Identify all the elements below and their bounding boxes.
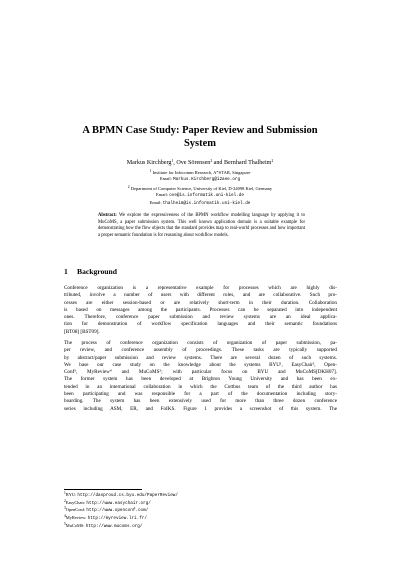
footnote-label: MuCoMS:: [65, 522, 86, 528]
email-label: Email:: [156, 192, 170, 197]
footnote-label: EasyChair:: [65, 499, 87, 505]
footnote-link[interactable]: http://www.easychair.org/: [86, 500, 151, 506]
footnote-mark: 3: [64, 506, 66, 511]
abstract-text: We explore the expressiveness of the BPMN workflow modelling language by applying it to MuCoMS, a paper submission system. This well known application domain is a suitable example for demonstrating how the flow objects that the standard provides map to real-world processes and how important a proper semantic foundation is for reasoning about workflow models.: [98, 213, 305, 239]
paragraph-line: tributed, involve a number of users with different roles, and are collaborative. Such pro-: [64, 292, 337, 299]
footnotes: [64, 491, 337, 530]
paragraph-line: series including ASM, ER, and FoIKS. Figure 1 provides a screenshot of this system. The: [64, 405, 337, 412]
email-address: thalheim@is.informatik.uni-kiel.de: [162, 201, 251, 206]
section-number: 1: [64, 267, 68, 276]
email-label: Email:: [149, 200, 163, 205]
footnote-mark: 5: [64, 521, 66, 526]
footnote-link[interactable]: http://myreview.lri.fr/: [87, 516, 147, 522]
affiliation-3-email: [40, 200, 360, 207]
author-list: [60, 157, 340, 167]
paragraph-1: [64, 285, 337, 336]
paragraph-line: The process of conference organization consists of organization of paper submission, pa-: [64, 340, 337, 346]
author-name: , Ove Sörensen: [173, 160, 211, 166]
footnote-mark: 4: [64, 514, 66, 519]
footnote-mark: 1: [64, 491, 66, 495]
email-address: ove@is.informatik.uni-kiel.de: [169, 193, 244, 198]
footnote-label: OpenConf:: [65, 507, 87, 513]
paragraph-line: boarding. The system has been extensively used for more than three dozen conference: [64, 398, 337, 405]
author-name: and Bernhard Thalheim: [212, 160, 272, 166]
paper-title: [60, 124, 340, 150]
title-line-1: A BPMN Case Study: Paper Review and Submission: [82, 125, 318, 136]
paragraph-line: Conf³, MyReview⁴ and MuCoMS⁵; with particular focus on BYU and MuCoMS[DKH07].: [64, 369, 337, 376]
paragraph-line: is based on messages among the participants. Processes can be separated into independent: [64, 306, 337, 313]
footnote: [64, 514, 337, 522]
title-line-2: System: [183, 138, 217, 149]
footnote: [64, 499, 337, 507]
author-affiliation-mark: 2: [271, 159, 274, 163]
paragraph-line: tion for demonstration of workflow specification languages and their semantic foundations: [64, 321, 337, 328]
abstract-label: Abstract:: [98, 213, 117, 218]
affiliation-text: Department of Computer Science, University of Kiel, D-24098 Kiel, Germany: [129, 186, 273, 191]
paragraph-2: [64, 340, 337, 413]
author-name: Markus Kirchberg: [126, 160, 172, 166]
paragraph-line: cesses are either session-based or are relatively short-term in their duration. Collaboration: [64, 299, 337, 306]
paragraph-line: by abstract/paper submission and review systems. There are several dozen of such systems.: [64, 354, 337, 361]
abstract: [98, 213, 305, 240]
paragraph-line: [BT08] [BST09].: [64, 328, 100, 335]
author-affiliation-mark: 1: [171, 159, 174, 163]
paragraph-line: The former system has been developed at Brighton Young University and has been ex-: [64, 376, 337, 383]
email-address: Markus.Kirchberg@i2aee.org: [173, 177, 241, 182]
footnote-label: BYU:: [65, 492, 78, 497]
section-title: Background: [77, 267, 117, 276]
footnote-link[interactable]: http://www.mucoms.org/: [85, 523, 143, 529]
paragraph-line: Conference organization is a representative example for processes which are highly dis-: [64, 285, 337, 291]
paragraph-line: ones. Therefore, conference paper submission and review systems are an ideal applica-: [64, 314, 337, 321]
affiliation-text: Institute for Infocomm Research, A*STAR, Singapore: [151, 170, 251, 175]
footnote: [64, 522, 337, 530]
paragraph-line: been participating and was responsible for a part of the documentation including story-: [64, 391, 337, 398]
footnote: [64, 491, 337, 499]
paragraph-line: per review, and conference assembly of proceedings. These tasks are typically supported: [64, 347, 337, 354]
section-heading: [64, 267, 117, 276]
footnote-label: MyReview:: [65, 515, 88, 521]
paragraph-line: tended in an international collaboration in which the Cottbus team of the third author has: [64, 383, 337, 390]
affiliation-mark: 2: [127, 185, 130, 189]
email-label: Email:: [159, 176, 174, 181]
footnote-link[interactable]: http://www.openconf.com/: [86, 508, 149, 514]
affiliation-1-email: [40, 176, 360, 183]
affiliation-mark: 1: [149, 169, 152, 173]
footnote-mark: 2: [64, 498, 66, 503]
affiliation-1: [40, 168, 360, 176]
footnote-link[interactable]: http://dasproud.cs.byu.edu/PaperReview/: [77, 493, 178, 498]
footnote: [64, 506, 337, 514]
affiliation-2-email: [40, 192, 360, 199]
paragraph-line: We base our case study on the knowledge about the systems BYU¹, EasyChair², Open-: [64, 361, 337, 368]
affiliation-2: [40, 184, 360, 192]
footnote-rule: [64, 489, 142, 490]
author-affiliation-mark: 2: [210, 159, 213, 163]
